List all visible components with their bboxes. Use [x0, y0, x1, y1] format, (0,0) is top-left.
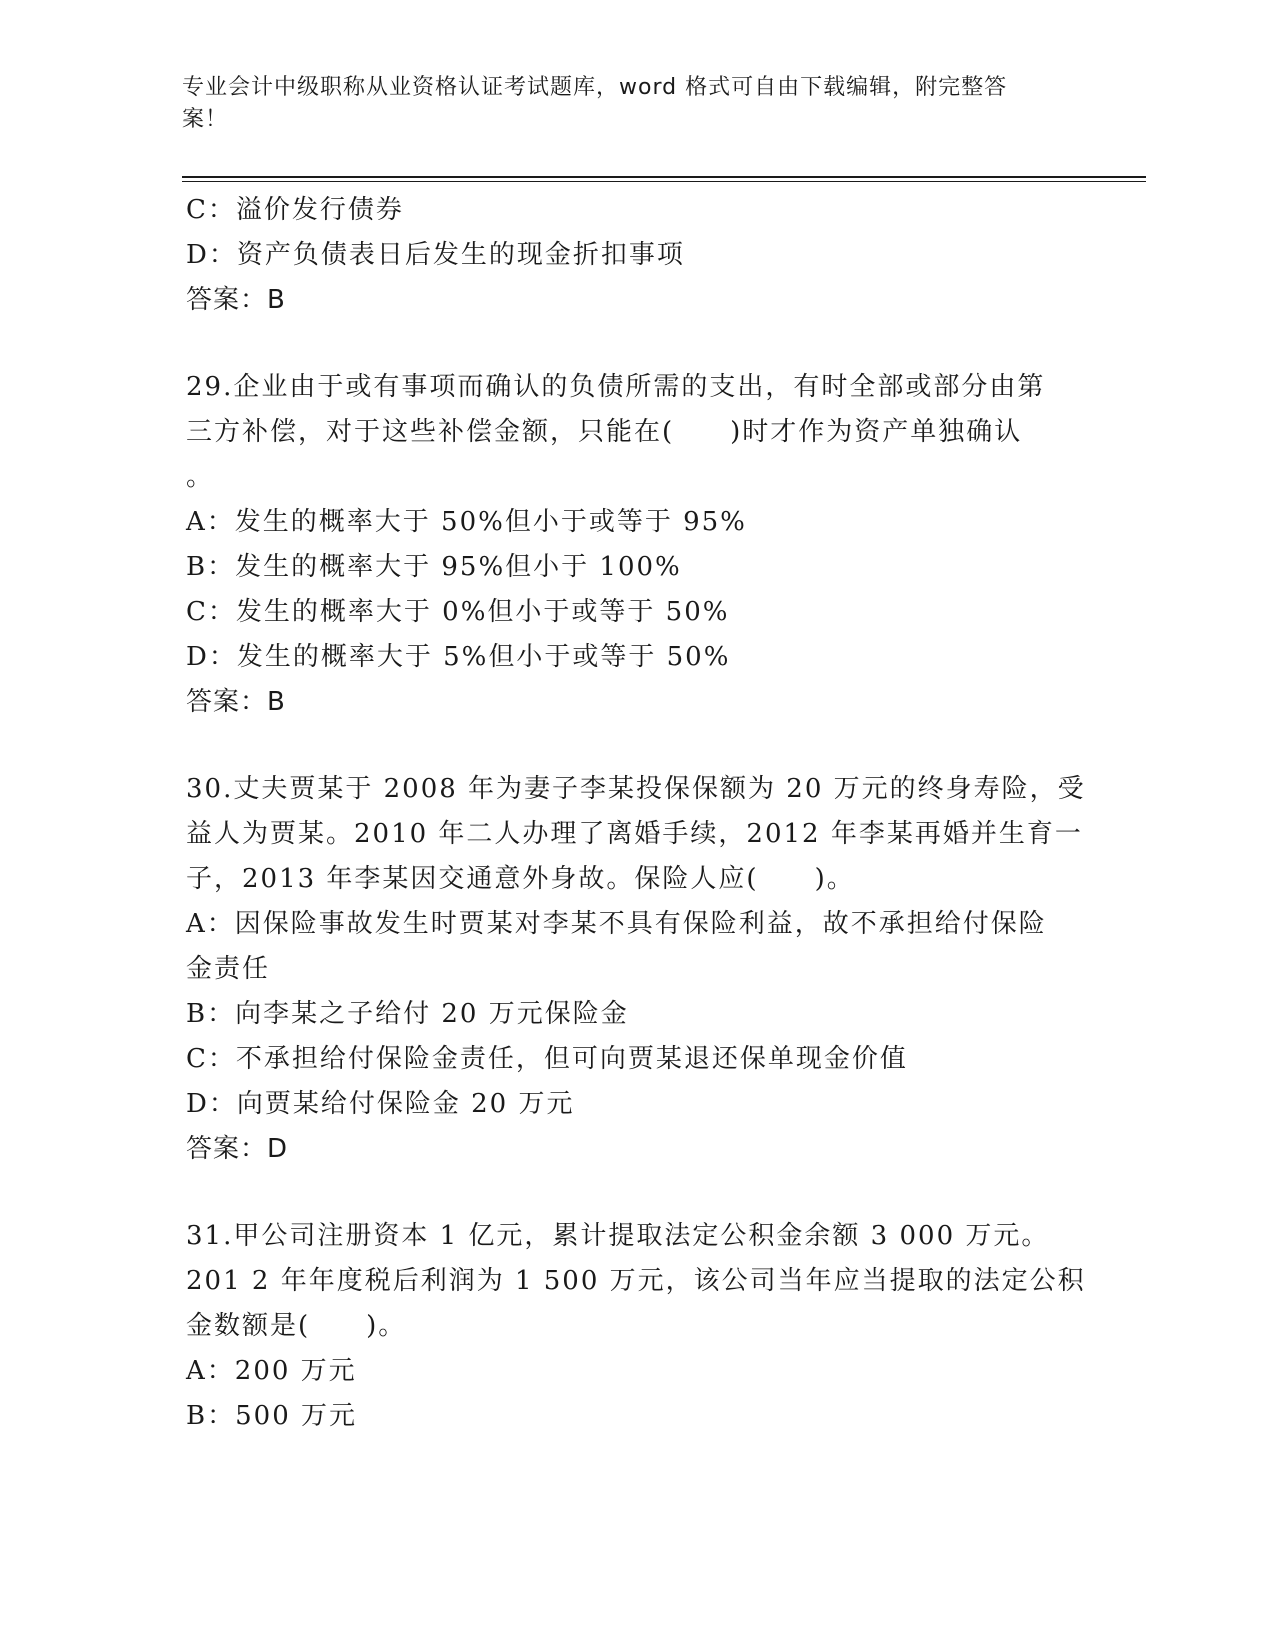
- answer-line: 答案：D: [186, 1134, 289, 1164]
- option-c: C：发生的概率大于 0%但小于或等于 50%: [186, 597, 730, 627]
- question-30: [186, 767, 1086, 1172]
- question-stem-line: 31.甲公司注册资本 1 亿元，累计提取法定公积金余额 3 000 万元。: [186, 1221, 1050, 1251]
- answer-line: 答案：B: [186, 687, 286, 717]
- question-stem-line: 金数额是( )。: [186, 1311, 407, 1341]
- spacer: [186, 323, 1086, 365]
- option-c: C：溢价发行债券: [186, 195, 404, 225]
- question-29: [186, 365, 1086, 725]
- option-a: A：因保险事故发生时贾某对李某不具有保险利益，故不承担给付保险: [186, 909, 1047, 939]
- option-d: D：向贾某给付保险金 20 万元: [186, 1089, 575, 1119]
- spacer: [186, 1172, 1086, 1214]
- option-b: B：向李某之子给付 20 万元保险金: [186, 999, 629, 1029]
- question-stem-line: 29.企业由于或有事项而确认的负债所需的支出，有时全部或部分由第: [186, 372, 1046, 402]
- question-stem-line: 子，2013 年李某因交通意外身故。保险人应( )。: [186, 864, 855, 894]
- option-c: C：不承担给付保险金责任，但可向贾某退还保单现金价值: [186, 1044, 908, 1074]
- question-stem-line: 。: [186, 462, 215, 492]
- option-b: B：500 万元: [186, 1401, 357, 1431]
- option-a-continued: 金责任: [186, 954, 271, 984]
- option-a: A：200 万元: [186, 1356, 357, 1386]
- option-d: D：资产负债表日后发生的现金折扣事项: [186, 240, 685, 270]
- page-header: [182, 72, 1062, 136]
- header-divider-thin: [182, 181, 1146, 182]
- answer-line: 答案：B: [186, 285, 286, 315]
- question-31: [186, 1214, 1086, 1439]
- option-a: A：发生的概率大于 50%但小于或等于 95%: [186, 507, 747, 537]
- question-stem-line: 30.丈夫贾某于 2008 年为妻子李某投保保额为 20 万元的终身寿险，受: [186, 774, 1086, 804]
- question-stem-line: 201 2 年年度税后利润为 1 500 万元，该公司当年应当提取的法定公积: [186, 1266, 1086, 1296]
- spacer: [186, 725, 1086, 767]
- header-line-1: 专业会计中级职称从业资格认证考试题库，word 格式可自由下载编辑，附完整答: [182, 75, 1008, 100]
- header-line-2: 案！: [182, 107, 229, 132]
- question-stem-line: 三方补偿，对于这些补偿金额，只能在( )时才作为资产单独确认: [186, 417, 1023, 447]
- question-stem-line: 益人为贾某。2010 年二人办理了离婚手续，2012 年李某再婚并生育一: [186, 819, 1083, 849]
- option-b: B：发生的概率大于 95%但小于 100%: [186, 552, 682, 582]
- header-divider: [182, 176, 1146, 178]
- option-d: D：发生的概率大于 5%但小于或等于 50%: [186, 642, 731, 672]
- document-body: [186, 188, 1086, 1439]
- previous-question-tail: [186, 188, 1086, 323]
